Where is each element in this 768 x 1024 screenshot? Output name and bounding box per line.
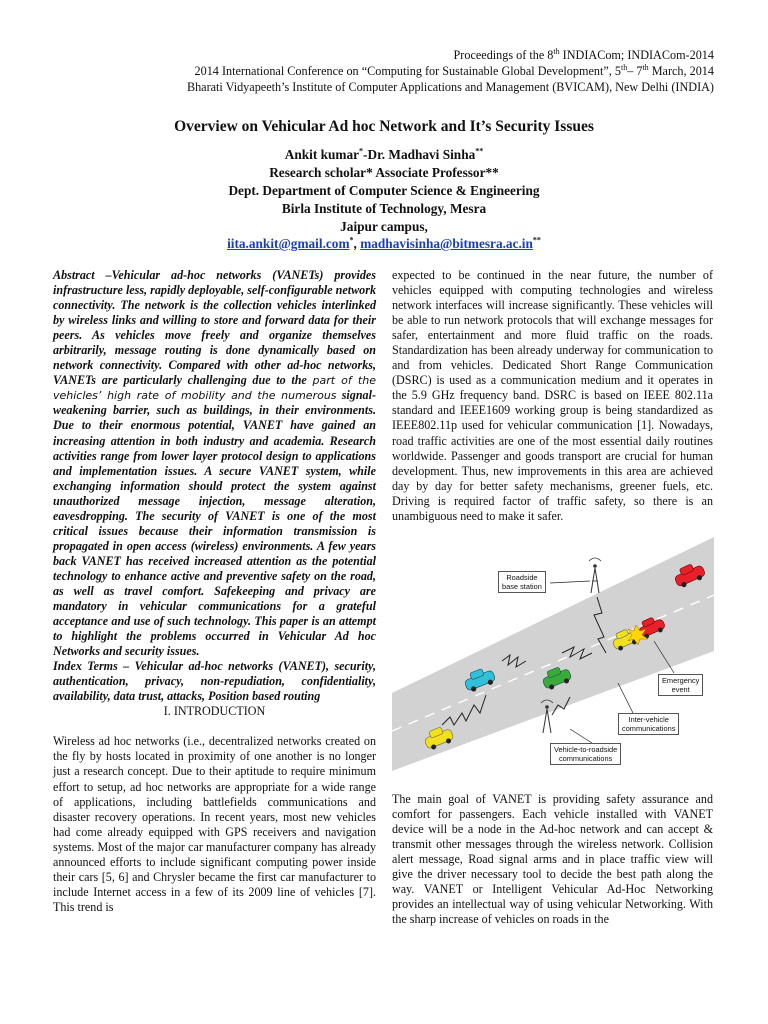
institute-line: Bharati Vidyapeeth’s Institute of Computer Applications and Management (BVICAM), New Delhi (INDIA) <box>186 80 714 94</box>
label-inter-vehicle: Inter-vehicle communications <box>618 713 679 735</box>
paragraph-dsrc: expected to be continued in the near future, the number of vehicles equipped with computing technologies and wireless network interfaces will increase significantly. These vehicles will be able to run network protocols that will exchange messages for safer, entertainment and more fluid traffic on the roads. Standardization has been already underway for communication to and from vehicles. Dedicated Short Range Communication (DSRC) is used as a communication medium and it operates in the 5.9 GHz frequency band. DSRC is based on IEEE 802.11a standard and IEEE1609 working group is being standardized as IEEE802.11p used for vehicular communication [1]. Nowadays, road traffic activities are one of the most essential daily routines worldwide. Passenger and goods transport are crucial for human development. Thus, new improvements in this area are achieved day by day for better safety mechanisms, greener fuels, etc. Driving is required factor of traffic safety, so there is an unambiguous need to make it safer. <box>392 268 713 523</box>
left-column <box>53 268 376 915</box>
leader-line <box>570 729 592 743</box>
author-institute: Birla Institute of Technology, Mesra <box>281 201 487 216</box>
proceedings-line: Proceedings of the 8th INDIACom; INDIACom-2014 <box>453 46 714 62</box>
author-department: Dept. Department of Computer Science & Engineering <box>228 183 540 198</box>
index-terms: Index Terms – Vehicular ad-hoc networks (VANET), security, authentication, privacy, non-repudiation, confidentiality, availability, data trust, attacks, Position based routing <box>53 659 376 704</box>
right-column-lower <box>392 792 713 927</box>
author-names: Ankit kumar*-Dr. Madhavi Sinha** <box>284 146 484 162</box>
label-emergency-event: Emergency event <box>658 674 703 696</box>
right-column <box>392 268 713 524</box>
email-link-2[interactable]: madhavisinha@bitmesra.ac.in <box>360 236 533 251</box>
paragraph-vanet-goal: The main goal of VANET is providing safety assurance and comfort for passengers. Each vehicle installed with VANET device will be a node in the Ad-hoc network and can accept & transmit other messages through the wireless network. Collision alert message, Road signal arms and in place traffic view will give the driver necessary tool to decide the best path along the way. VANET or Intelligent Vehicular Ad-Hoc Networking provides an intellectual way of using vehicular Networking. With the sharp increase of vehicles on roads in the <box>392 792 713 927</box>
author-roles: Research scholar* Associate Professor** <box>269 165 499 180</box>
leader-line <box>618 683 634 715</box>
author-campus: Jaipur campus, <box>340 219 428 234</box>
author-emails: iita.ankit@gmail.com*, madhavisinha@bitmesra.ac.in** <box>227 235 541 251</box>
label-vehicle-to-roadside: Vehicle-to-roadside communications <box>550 743 621 765</box>
intro-paragraph: Wireless ad hoc networks (i.e., decentralized networks created on the fly by hosts located in proximity of one another is no longer just a research concept. Due to their aptitude to require minimum effort to setup, ad hoc networks are appropriate for a wide range of applications, including battlefields communications and disaster recovery operations. In recent years, most new vehicles had come already equipped with GPS receivers and navigation systems. Most of the major car manufacturer company has already announced efforts to include significant computing power inside their cars [5, 6] and Chrysler became the first car manufacturer to include Internet access in a few of its 2009 line of vehicles [7]. This trend is <box>53 734 376 914</box>
section-heading-introduction: I. INTRODUCTION <box>163 704 266 719</box>
vanet-figure <box>392 533 714 785</box>
label-roadside-base-station: Roadside base station <box>498 571 546 593</box>
conference-line: 2014 International Conference on “Computing for Sustainable Global Development”, 5th– 7th March, 2014 <box>194 62 714 78</box>
email-link-1[interactable]: iita.ankit@gmail.com <box>227 236 350 251</box>
base-station-tower-icon <box>589 558 601 593</box>
abstract: Abstract –Vehicular ad-hoc networks (VANETs) provides infrastructure less, rapidly deployable, self-configurable network connectivity. The network is the collection vehicles interlinked by wireless links and willing to store and forward data for their peers. As vehicles move freely and organize themselves arbitrarily, message routing is done dynamically based on network connectivity. Compared with other ad-hoc networks, VANETs are particularly challenging due to the part of the vehicles’ high rate of mobility and the numerous signal-weakening barrier, such as buildings, in their environments. Due to their enormous potential, VANET have gained an increasing attention in both industry and academia. Research activities range from lower layer protocol design to applications and implementation issues. A secure VANET system, while exchanging information should protect the system against unauthorized message injection, message alteration, eavesdropping. The security of VANET is one of the most critical issues because their information transmission is propagated in open access (wireless) environments. A few years back VANET has received increased attention as the potential technology to enhance active and preventive safety on the road, as well as travel comfort. Safekeeping and privacy are mandatory in vehicular communications for a grateful acceptance and use of such technology. This paper is an attempt to highlight the problems occurred in Vehicular Ad hoc Networks and security issues. <box>53 268 376 659</box>
leader-line <box>550 581 590 583</box>
paper-title: Overview on Vehicular Ad hoc Network and It’s Security Issues <box>174 118 594 135</box>
